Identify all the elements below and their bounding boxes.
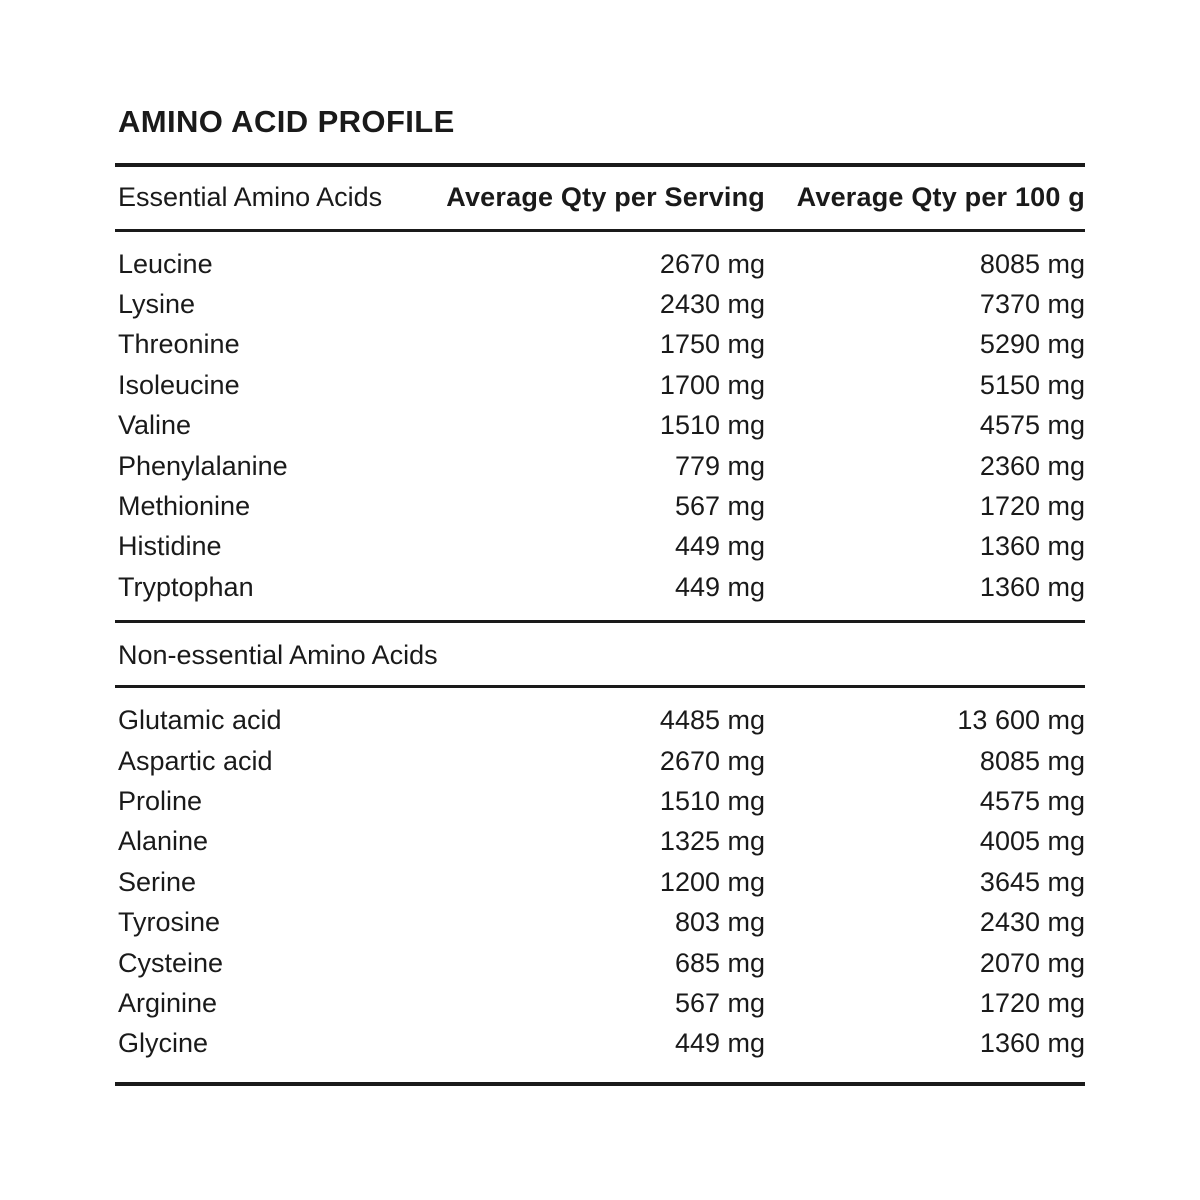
table-row bbox=[115, 943, 1085, 983]
amino-acid-name: Threonine bbox=[118, 329, 240, 360]
qty-per-100g: 4575 mg bbox=[979, 410, 1085, 441]
amino-acid-name: Leucine bbox=[118, 248, 213, 279]
amino-acid-name: Glutamic acid bbox=[118, 705, 282, 736]
qty-per-serving: 1750 mg bbox=[659, 329, 765, 360]
qty-per-serving: 449 mg bbox=[674, 531, 765, 562]
amino-acid-name: Isoleucine bbox=[118, 369, 240, 400]
column-header-per-100g: Average Qty per 100 g bbox=[796, 182, 1085, 212]
amino-acid-name: Serine bbox=[118, 866, 197, 897]
qty-per-serving: 567 mg bbox=[674, 987, 765, 1018]
non-essential-section-header bbox=[115, 623, 1085, 685]
qty-per-100g: 3645 mg bbox=[979, 866, 1085, 897]
qty-per-100g: 8085 mg bbox=[979, 745, 1085, 776]
table-header-row bbox=[115, 167, 1085, 229]
essential-rows-section bbox=[115, 232, 1085, 608]
qty-per-100g: 7370 mg bbox=[979, 289, 1085, 320]
table-row bbox=[115, 486, 1085, 526]
qty-per-serving: 803 mg bbox=[674, 907, 765, 938]
qty-per-100g: 2070 mg bbox=[979, 947, 1085, 978]
table-row bbox=[115, 244, 1085, 284]
non-essential-section-label: Non-essential Amino Acids bbox=[118, 639, 438, 670]
qty-per-100g: 1360 mg bbox=[979, 531, 1085, 562]
qty-per-100g: 2430 mg bbox=[979, 907, 1085, 938]
qty-per-serving: 449 mg bbox=[674, 571, 765, 602]
qty-per-serving: 1510 mg bbox=[659, 785, 765, 816]
table-row bbox=[115, 983, 1085, 1023]
qty-per-serving: 2430 mg bbox=[659, 289, 765, 320]
table-row bbox=[115, 862, 1085, 902]
table-row bbox=[115, 567, 1085, 607]
amino-acid-profile-document bbox=[115, 0, 1085, 1086]
amino-acid-name: Valine bbox=[118, 410, 192, 441]
qty-per-100g: 4575 mg bbox=[979, 785, 1085, 816]
qty-per-serving: 1325 mg bbox=[659, 826, 765, 857]
table-row bbox=[115, 284, 1085, 324]
column-header-essential: Essential Amino Acids bbox=[118, 182, 383, 212]
table-row bbox=[115, 741, 1085, 781]
amino-acid-name: Alanine bbox=[118, 826, 209, 857]
table-row bbox=[115, 365, 1085, 405]
qty-per-100g: 1720 mg bbox=[979, 491, 1085, 522]
amino-acid-name: Phenylalanine bbox=[118, 450, 288, 481]
amino-acid-name: Methionine bbox=[118, 491, 251, 522]
non-essential-rows-section bbox=[115, 688, 1085, 1065]
table-row bbox=[115, 822, 1085, 862]
qty-per-100g: 8085 mg bbox=[979, 248, 1085, 279]
qty-per-serving: 2670 mg bbox=[659, 745, 765, 776]
table-row bbox=[115, 902, 1085, 942]
qty-per-100g: 1360 mg bbox=[979, 1028, 1085, 1059]
table-row bbox=[115, 406, 1085, 446]
qty-per-serving: 1700 mg bbox=[659, 369, 765, 400]
qty-per-serving: 2670 mg bbox=[659, 248, 765, 279]
table-row bbox=[115, 446, 1085, 486]
table-row bbox=[115, 527, 1085, 567]
qty-per-100g: 5150 mg bbox=[979, 369, 1085, 400]
amino-acid-name: Tryptophan bbox=[118, 571, 254, 602]
qty-per-serving: 1200 mg bbox=[659, 866, 765, 897]
table-row bbox=[115, 325, 1085, 365]
qty-per-100g: 2360 mg bbox=[979, 450, 1085, 481]
table-row bbox=[115, 781, 1085, 821]
qty-per-serving: 4485 mg bbox=[659, 705, 765, 736]
amino-acid-name: Lysine bbox=[118, 289, 196, 320]
amino-acid-name: Tyrosine bbox=[118, 907, 221, 938]
qty-per-100g: 13 600 mg bbox=[957, 705, 1085, 736]
page-title: AMINO ACID PROFILE bbox=[118, 104, 455, 139]
divider-bottom bbox=[115, 1082, 1085, 1086]
amino-acid-name: Arginine bbox=[118, 987, 218, 1018]
qty-per-100g: 5290 mg bbox=[979, 329, 1085, 360]
qty-per-serving: 779 mg bbox=[674, 450, 765, 481]
amino-acid-name: Histidine bbox=[118, 531, 222, 562]
qty-per-100g: 1720 mg bbox=[979, 987, 1085, 1018]
column-header-per-serving: Average Qty per Serving bbox=[446, 182, 765, 212]
qty-per-100g: 1360 mg bbox=[979, 571, 1085, 602]
qty-per-100g: 4005 mg bbox=[979, 826, 1085, 857]
amino-acid-name: Aspartic acid bbox=[118, 745, 273, 776]
qty-per-serving: 1510 mg bbox=[659, 410, 765, 441]
qty-per-serving: 567 mg bbox=[674, 491, 765, 522]
amino-acid-name: Glycine bbox=[118, 1028, 209, 1059]
qty-per-serving: 685 mg bbox=[674, 947, 765, 978]
table-row bbox=[115, 701, 1085, 741]
qty-per-serving: 449 mg bbox=[674, 1028, 765, 1059]
amino-acid-name: Proline bbox=[118, 785, 203, 816]
amino-acid-name: Cysteine bbox=[118, 947, 224, 978]
table-row bbox=[115, 1024, 1085, 1064]
